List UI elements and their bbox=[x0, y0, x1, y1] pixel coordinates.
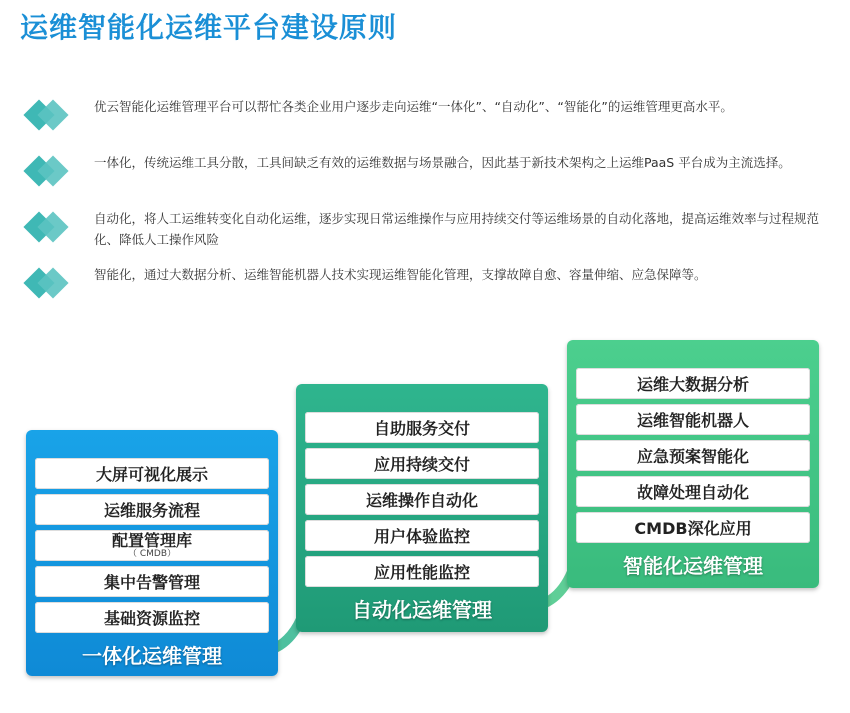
principle-text: 智能化，通过大数据分析、运维智能机器人技术实现运维智能化管理，支撑故障自愈、容量伸缩、应急保障等。 bbox=[94, 267, 707, 282]
panel-automation bbox=[296, 384, 548, 632]
principle-item bbox=[22, 92, 832, 148]
diamond-bullet-icon bbox=[22, 266, 72, 300]
principle-text: 优云智能化运维管理平台可以帮忙各类企业用户逐步走向运维“一体化”、“自动化”、“智能化”的运维管理更高水平。 bbox=[94, 99, 733, 114]
blue-item: 基础资源监控 bbox=[35, 602, 269, 633]
principle-item bbox=[22, 148, 832, 204]
teal-item: 用户体验监控 bbox=[305, 520, 539, 551]
teal-item: 自助服务交付 bbox=[305, 412, 539, 443]
principle-text: 一体化，传统运维工具分散，工具间缺乏有效的运维数据与场景融合，因此基于新技术架构之上运维PaaS 平台成为主流选择。 bbox=[94, 155, 791, 170]
blue-item: 运维服务流程 bbox=[35, 494, 269, 525]
green-item: 应急预案智能化 bbox=[576, 440, 810, 471]
panel-label: 智能化运维管理 bbox=[623, 554, 763, 578]
blue-item-sub: （ CMDB） bbox=[127, 548, 176, 559]
panel-label: 自动化运维管理 bbox=[352, 598, 492, 622]
principles-list bbox=[22, 92, 832, 316]
principle-item bbox=[22, 204, 832, 260]
panel-intelligence bbox=[567, 340, 819, 588]
green-item: 运维智能机器人 bbox=[576, 404, 810, 435]
blue-item: 大屏可视化展示 bbox=[35, 458, 269, 489]
green-item: CMDB深化应用 bbox=[576, 512, 810, 543]
teal-item: 应用性能监控 bbox=[305, 556, 539, 587]
principle-text: 自动化，将人工运维转变化自动化运维，逐步实现日常运维操作与应用持续交付等运维场景的自动化落地，提高运维效率与过程规范化、降低人工操作风险 bbox=[94, 211, 820, 247]
blue-item: 集中告警管理 bbox=[35, 566, 269, 597]
ops-maturity-diagram bbox=[0, 330, 850, 713]
diamond-bullet-icon bbox=[22, 154, 72, 188]
blue-item-label: 配置管理库 bbox=[111, 530, 192, 550]
diamond-bullet-icon bbox=[22, 98, 72, 132]
teal-item: 应用持续交付 bbox=[305, 448, 539, 479]
panel-integration bbox=[26, 430, 278, 676]
diamond-bullet-icon bbox=[22, 210, 72, 244]
panel-label: 一体化运维管理 bbox=[82, 644, 222, 668]
green-item: 运维大数据分析 bbox=[576, 368, 810, 399]
principle-item bbox=[22, 260, 832, 316]
blue-item-cmdb bbox=[35, 530, 269, 561]
green-item: 故障处理自动化 bbox=[576, 476, 810, 507]
teal-item: 运维操作自动化 bbox=[305, 484, 539, 515]
page-title: 运维智能化运维平台建设原则 bbox=[20, 11, 398, 44]
